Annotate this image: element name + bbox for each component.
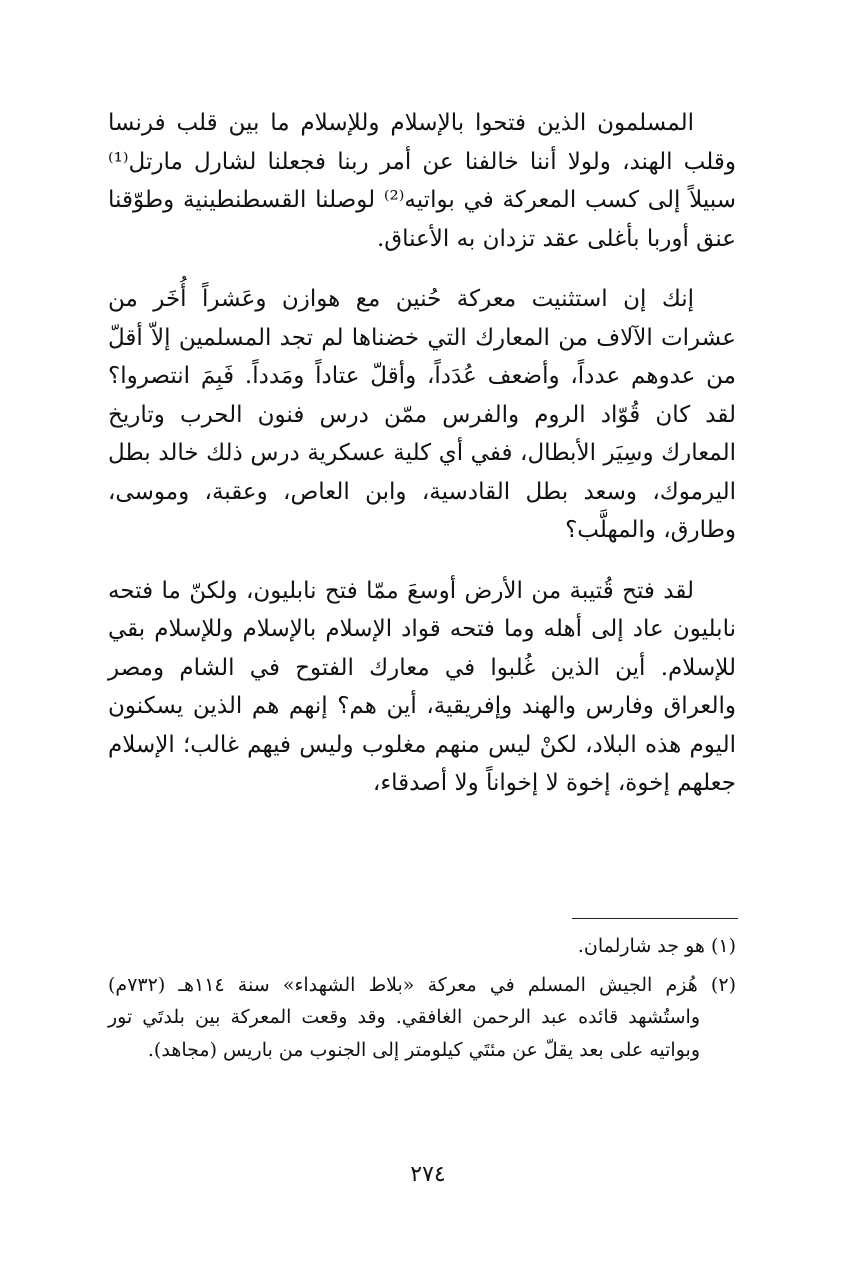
paragraph-2: إنك إن استثنيت معركة حُنين مع هوازن وعَشراً أُخَر من عشرات الآلاف من المعارك التي خضناها لم تجد المسلمين إلاّ أقلّ من عدوهم عدداً، وأضعف عُدَداً، وأقلّ عتاداً ومَدداً. فَبِمَ انتصروا؟ لقد كان قُوّاد الروم والفرس ممّن درس فنون الحرب وتاريخ المعارك وسِيَر الأبطال، ففي أي كلية عسكرية درس ذلك خالد بطل اليرموك، وسعد بطل القادسية، وابن العاص، وعقبة، وموسى، وطارق، والمهلَّب؟ <box>108 286 736 543</box>
paragraph-3: لقد فتح قُتيبة من الأرض أوسعَ ممّا فتح نابليون، ولكنّ ما فتحه نابليون عاد إلى أهله وما فتحه قواد الإسلام بالإسلام وللإسلام بقي للإسلام. أين الذين غُلبوا في معارك الفتوح في الشام ومصر والعراق وفارس والهند وإفريقية، أين هم؟ إنهم هم الذين يسكنون اليوم هذه البلاد، لكنْ ليس منهم مغلوب وليس فيهم غالب؛ الإسلام جعلهم إخوة، إخوة لا إخواناً ولا أصدقاء، <box>108 577 736 796</box>
page-number: ٢٧٤ <box>410 1162 446 1187</box>
footnotes <box>108 930 736 1072</box>
body-text <box>108 104 736 825</box>
footnote-divider <box>572 918 738 919</box>
footnote-2: (٢) هُزم الجيش المسلم في معركة «بلاط الشهداء» سنة ١١٤هـ (٧٣٢م) واستُشهد قائده عبد الرحمن الغافقي. وقد وقعت المعركة بين بلدتَي تور وبواتيه على بعد يقلّ عن مئتَي كيلومتر إلى الجنوب من باريس (مجاهد). <box>108 973 736 1061</box>
footnote-1: (١) هو جد شارلمان. <box>577 935 736 957</box>
paragraph-1: المسلمون الذين فتحوا بالإسلام وللإسلام ما بين قلب فرنسا وقلب الهند، ولولا أننا خالفنا عن أمر ربنا فجعلنا لشارل مارتل⁽¹⁾ سبيلاً إلى كسب المعركة في بواتيه⁽²⁾ لوصلنا القسطنطينية وطوّقنا عنق أوربا بأغلى عقد تزدان به الأعناق. <box>108 110 736 252</box>
